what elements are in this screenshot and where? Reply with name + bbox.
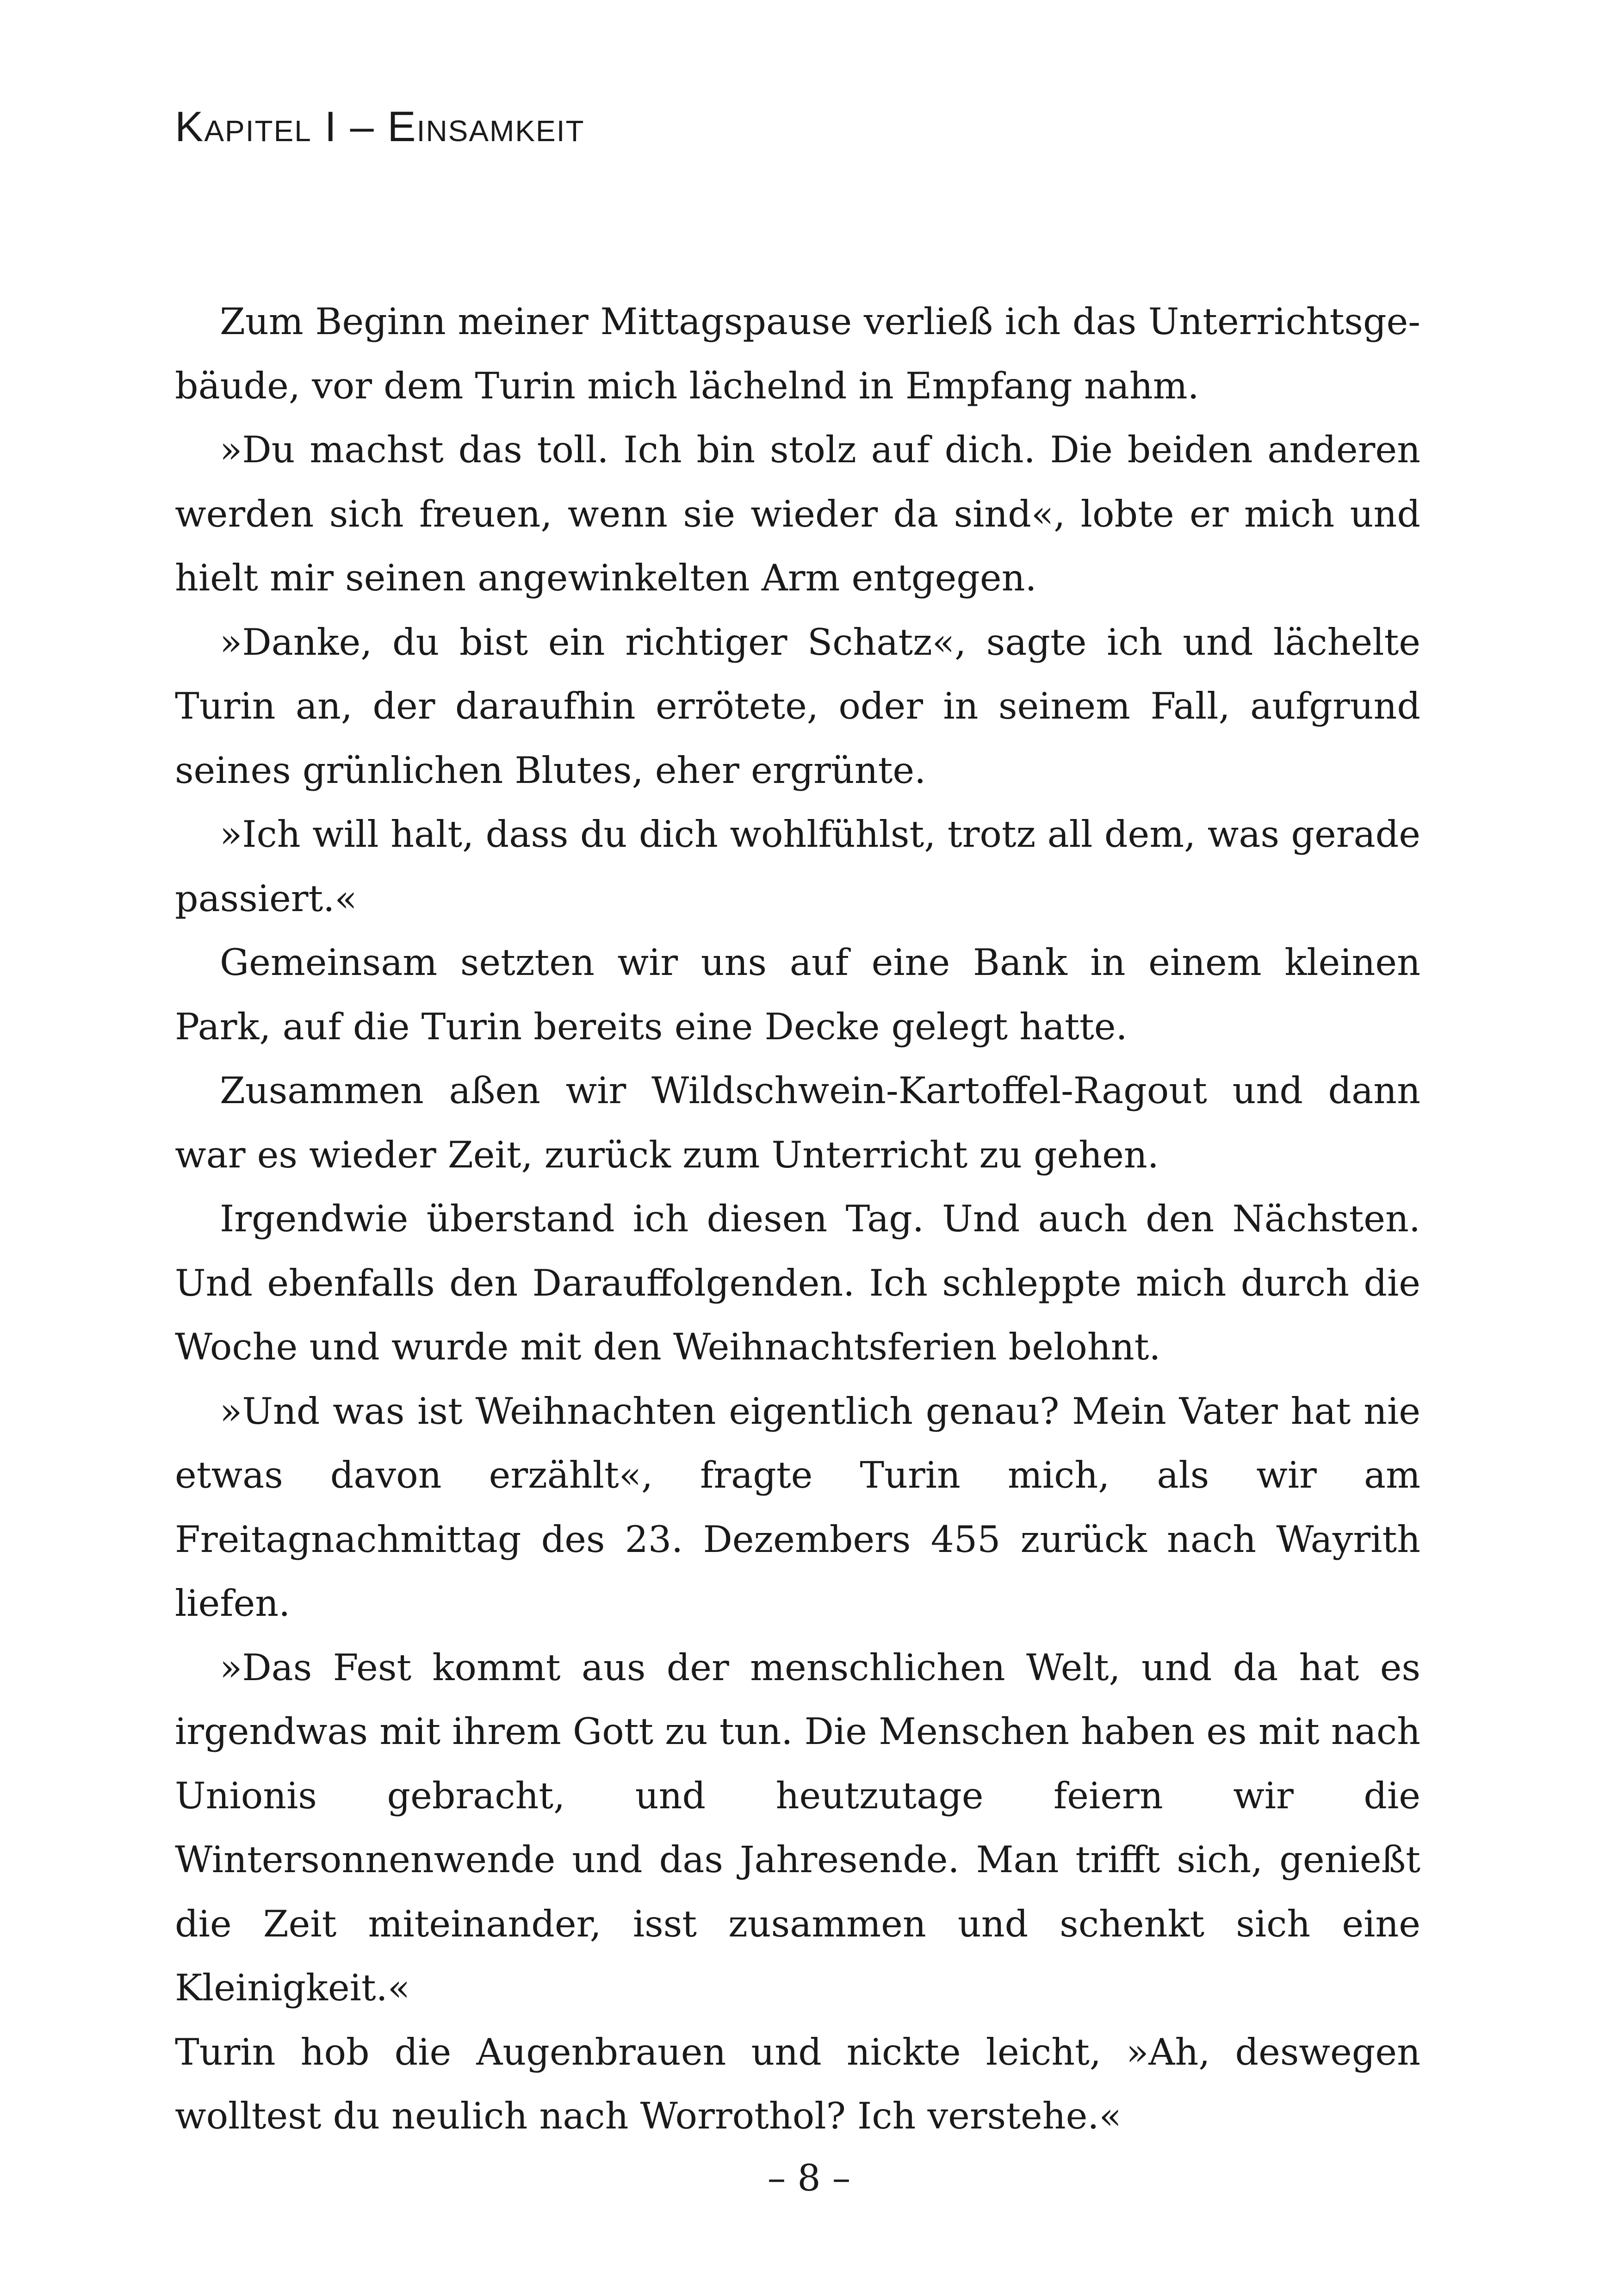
paragraph: Zusammen aßen wir Wildschwein-Kartoffel-Ragout und dann war es wieder Zeit, zurück zum Unterricht zu gehen. [175, 1069, 1420, 1176]
paragraph: »Das Fest kommt aus der menschlichen Welt, und da hat es irgendwas mit ihrem Gott zu tun. Die Menschen haben es mit nach Unionis gebracht, und heutzutage feiern wir die Wintersonnenwende und das Jahresende. Man trifft sich, genießt die Zeit miteinander, isst zusammen und schenkt sich eine Kleinigkeit.« [175, 1646, 1420, 2009]
paragraph: Zum Beginn meiner Mittagspause verließ ich das Unterrichtsgebäude, vor dem Turin mich lächelnd in Empfang nahm. [175, 300, 1420, 407]
paragraph: Turin hob die Augenbrauen und nickte leicht, »Ah, deswegen wolltest du neulich nach Worrothol? Ich verstehe.« [175, 2030, 1420, 2137]
paragraph: »Und was ist Weihnachten eigentlich genau? Mein Vater hat nie etwas davon erzählt«, fragte Turin mich, als wir am Freitagnachmittag des 23. Dezembers 455 zurück nach Wayrith liefen. [175, 1390, 1420, 1625]
paragraph: »Danke, du bist ein richtiger Schatz«, sagte ich und lächelte Turin an, der daraufhin errötete, oder in seinem Fall, aufgrund seines grünlichen Blutes, eher ergrünte. [175, 621, 1420, 792]
paragraph: »Du machst das toll. Ich bin stolz auf dich. Die beiden anderen werden sich freuen, wenn sie wieder da sind«, lobte er mich und hielt mir seinen angewinkelten Arm entgegen. [175, 428, 1420, 599]
paragraph: Irgendwie überstand ich diesen Tag. Und auch den Nächsten. Und ebenfalls den Darauffolgenden. Ich schleppte mich durch die Woche und wurde mit den Weihnachtsferien belohnt. [175, 1198, 1420, 1368]
paragraph: »Ich will halt, dass du dich wohlfühlst, trotz all dem, was gerade passiert.« [175, 813, 1420, 920]
chapter-header: Kapitel I – Einsamkeit [175, 103, 585, 150]
paragraph: Gemeinsam setzten wir uns auf eine Bank in einem kleinen Park, auf die Turin bereits eine Decke gelegt hatte. [175, 941, 1420, 1048]
body-text [175, 290, 1420, 2148]
page-number: – 8 – [767, 2157, 851, 2199]
